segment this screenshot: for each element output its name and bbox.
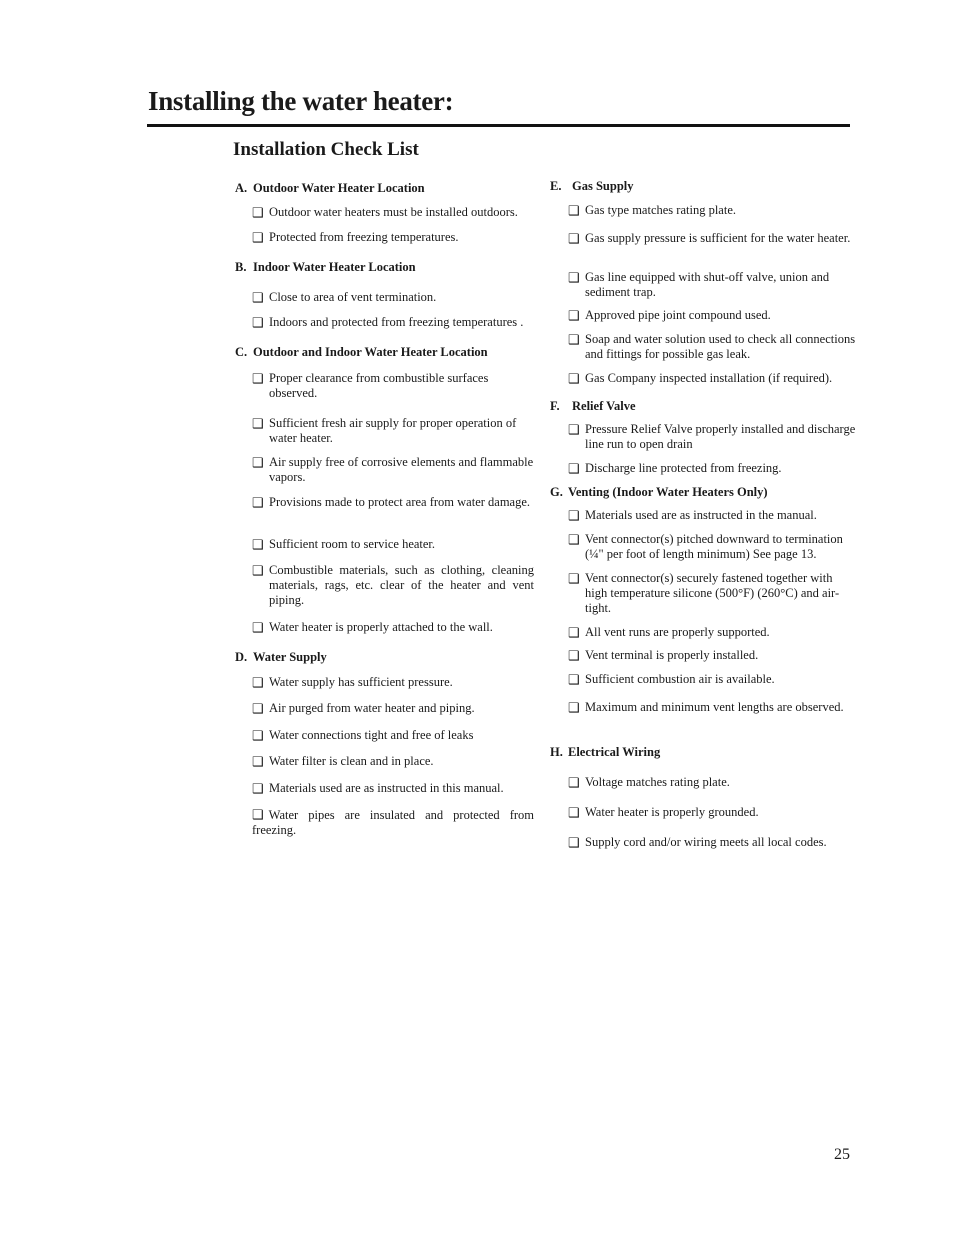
section-letter: E. (550, 179, 562, 193)
checkbox-icon[interactable]: ❑ (252, 675, 264, 690)
section-letter: C. (235, 345, 248, 359)
checklist-item-text: Materials used are as instructed in this manual. (269, 781, 504, 795)
section-title: Relief Valve (572, 399, 636, 413)
checklist-item (252, 290, 534, 305)
checklist-item (252, 754, 534, 769)
checklist-item (252, 620, 534, 635)
checklist-item-text: Discharge line protected from freezing. (585, 461, 782, 475)
checklist-item (568, 700, 856, 715)
checklist-item (252, 315, 534, 330)
checklist-item-text: Gas line equipped with shut-off valve, union and sediment trap. (585, 270, 830, 299)
checkbox-icon[interactable]: ❑ (252, 537, 264, 552)
checkbox-icon[interactable]: ❑ (252, 495, 264, 510)
section-letter: G. (550, 485, 563, 499)
section-heading-h (550, 745, 660, 760)
checkbox-icon[interactable]: ❑ (252, 701, 264, 716)
checkbox-icon[interactable]: ❑ (252, 416, 264, 431)
checklist-item (568, 203, 856, 218)
page-number: 25 (834, 1146, 850, 1163)
checklist-title: Installation Check List (233, 139, 419, 160)
checklist-item (568, 775, 856, 790)
checklist-item-text: Water supply has sufficient pressure. (269, 675, 453, 689)
checkbox-icon[interactable]: ❑ (568, 805, 580, 820)
checkbox-icon[interactable]: ❑ (568, 308, 580, 323)
checklist-item (252, 807, 534, 838)
checkbox-icon[interactable]: ❑ (568, 625, 580, 640)
checklist-item (252, 537, 534, 552)
checklist-item (568, 625, 856, 640)
checklist-item-text: Vent terminal is properly installed. (585, 648, 759, 662)
checklist-item-text: Vent connector(s) pitched downward to termination (¼" per foot of length minimum) See page 13. (585, 532, 843, 561)
checklist-item (568, 422, 856, 452)
checklist-item (252, 563, 534, 608)
checklist-item-text: Voltage matches rating plate. (585, 775, 730, 789)
checklist-item-text: Sufficient combustion air is available. (585, 672, 775, 686)
checklist-item-text: Combustible materials, such as clothing, cleaning materials, rags, etc. clear of the heater and vent piping. (269, 563, 534, 607)
checkbox-icon[interactable]: ❑ (568, 332, 580, 347)
section-title: Outdoor Water Heater Location (253, 181, 425, 195)
checkbox-icon[interactable]: ❑ (252, 728, 264, 743)
checkbox-icon[interactable]: ❑ (568, 571, 580, 586)
section-heading-c (235, 345, 488, 360)
checklist-item-text: Supply cord and/or wiring meets all local codes. (585, 835, 827, 849)
checklist-item-text: Indoors and protected from freezing temperatures . (269, 315, 524, 329)
section-letter: F. (550, 399, 560, 413)
checklist-item-text: Proper clearance from combustible surfaces observed. (269, 371, 489, 400)
checkbox-icon[interactable]: ❑ (252, 290, 264, 305)
section-title: Indoor Water Heater Location (253, 260, 416, 274)
checklist-item-text: Close to area of vent termination. (269, 290, 437, 304)
checklist-item-text: Approved pipe joint compound used. (585, 308, 771, 322)
checklist-item (568, 308, 856, 323)
checkbox-icon[interactable]: ❑ (568, 422, 580, 437)
checklist-item (252, 455, 534, 485)
title-divider (147, 124, 850, 127)
checklist-item (568, 532, 856, 562)
checklist-item-text: Gas Company inspected installation (if required). (585, 371, 833, 385)
checklist-item-text: Sufficient room to service heater. (269, 537, 436, 551)
checklist-item-text: All vent runs are properly supported. (585, 625, 770, 639)
section-title: Electrical Wiring (568, 745, 661, 759)
checkbox-icon[interactable]: ❑ (568, 371, 580, 386)
checkbox-icon[interactable]: ❑ (252, 455, 264, 470)
section-heading-a (235, 181, 425, 196)
checklist-item-text: Provisions made to protect area from water damage. (269, 495, 531, 509)
checklist-item (252, 230, 534, 245)
section-letter: H. (550, 745, 563, 759)
checklist-item (252, 675, 534, 690)
section-heading-e (550, 179, 634, 194)
section-letter: D. (235, 650, 248, 664)
checkbox-icon[interactable]: ❑ (252, 205, 264, 220)
checkbox-icon[interactable]: ❑ (252, 315, 264, 330)
checklist-item (568, 508, 856, 523)
section-title: Outdoor and Indoor Water Heater Location (253, 345, 488, 359)
checklist-item-text: Gas supply pressure is sufficient for the water heater. (585, 231, 851, 245)
checkbox-icon[interactable]: ❑ (252, 230, 264, 245)
section-title: Water Supply (253, 650, 327, 664)
checkbox-icon[interactable]: ❑ (568, 508, 580, 523)
page-title: Installing the water heater: (148, 86, 454, 116)
checkbox-icon[interactable]: ❑ (252, 807, 264, 822)
checklist-item (568, 461, 856, 476)
checklist-item (568, 805, 856, 820)
checklist-item-text: Air supply free of corrosive elements and flammable vapors. (269, 455, 534, 484)
checklist-item-text: Water heater is properly attached to the wall. (269, 620, 493, 634)
checklist-item (252, 495, 534, 510)
section-heading-d (235, 650, 327, 665)
checklist-item-text: Materials used are as instructed in the manual. (585, 508, 817, 522)
checkbox-icon[interactable]: ❑ (252, 371, 264, 386)
checklist-item (568, 371, 856, 386)
checkbox-icon[interactable]: ❑ (252, 754, 264, 769)
checkbox-icon[interactable]: ❑ (252, 781, 264, 796)
checklist-item-text: Air purged from water heater and piping. (269, 701, 475, 715)
section-title: Venting (Indoor Water Heaters Only) (568, 485, 768, 499)
checkbox-icon[interactable]: ❑ (568, 203, 580, 218)
checklist-item-text: Outdoor water heaters must be installed outdoors. (269, 205, 518, 219)
checklist-item-text: Water pipes are insulated and protected from freezing. (252, 808, 534, 837)
checklist-item (252, 371, 534, 401)
checkbox-icon[interactable]: ❑ (568, 532, 580, 547)
checklist-item-text: Protected from freezing temperatures. (269, 230, 459, 244)
checklist-item (568, 835, 856, 850)
checkbox-icon[interactable]: ❑ (568, 835, 580, 850)
checklist-item-text: Sufficient fresh air supply for proper operation of water heater. (269, 416, 517, 445)
checkbox-icon[interactable]: ❑ (568, 775, 580, 790)
checklist-item (568, 648, 856, 663)
section-letter: B. (235, 260, 247, 274)
section-letter: A. (235, 181, 248, 195)
checklist-item (568, 231, 856, 246)
checkbox-icon[interactable]: ❑ (568, 461, 580, 476)
checklist-item (568, 332, 856, 362)
checklist-item-text: Pressure Relief Valve properly installed and discharge line run to open drain (585, 422, 856, 451)
checklist-item (568, 672, 856, 687)
checkbox-icon[interactable]: ❑ (568, 231, 580, 246)
checklist-item-text: Maximum and minimum vent lengths are observed. (585, 700, 844, 714)
section-heading-g (550, 485, 768, 500)
checklist-item-text: Soap and water solution used to check all connections and fittings for possible gas leak. (585, 332, 856, 361)
checkbox-icon[interactable]: ❑ (568, 270, 580, 285)
checkbox-icon[interactable]: ❑ (252, 620, 264, 635)
checklist-item-text: Water connections tight and free of leaks (269, 728, 474, 742)
checklist-item (252, 728, 534, 743)
checklist-item-text: Water heater is properly grounded. (585, 805, 759, 819)
checkbox-icon[interactable]: ❑ (568, 700, 580, 715)
checklist-item (252, 701, 534, 716)
checkbox-icon[interactable]: ❑ (568, 672, 580, 687)
checklist-item (568, 571, 856, 616)
checklist-item (252, 205, 534, 220)
checklist-item (252, 416, 534, 446)
checklist-item-text: Water filter is clean and in place. (269, 754, 434, 768)
checklist-item (252, 781, 534, 796)
checkbox-icon[interactable]: ❑ (252, 563, 264, 578)
section-heading-b (235, 260, 416, 275)
checklist-item (568, 270, 856, 300)
checkbox-icon[interactable]: ❑ (568, 648, 580, 663)
checklist-item-text: Vent connector(s) securely fastened together with high temperature silicone (500°F) (260°C) and air-tight. (585, 571, 840, 615)
section-heading-f (550, 399, 636, 414)
section-title: Gas Supply (572, 179, 634, 193)
checklist-item-text: Gas type matches rating plate. (585, 203, 736, 217)
